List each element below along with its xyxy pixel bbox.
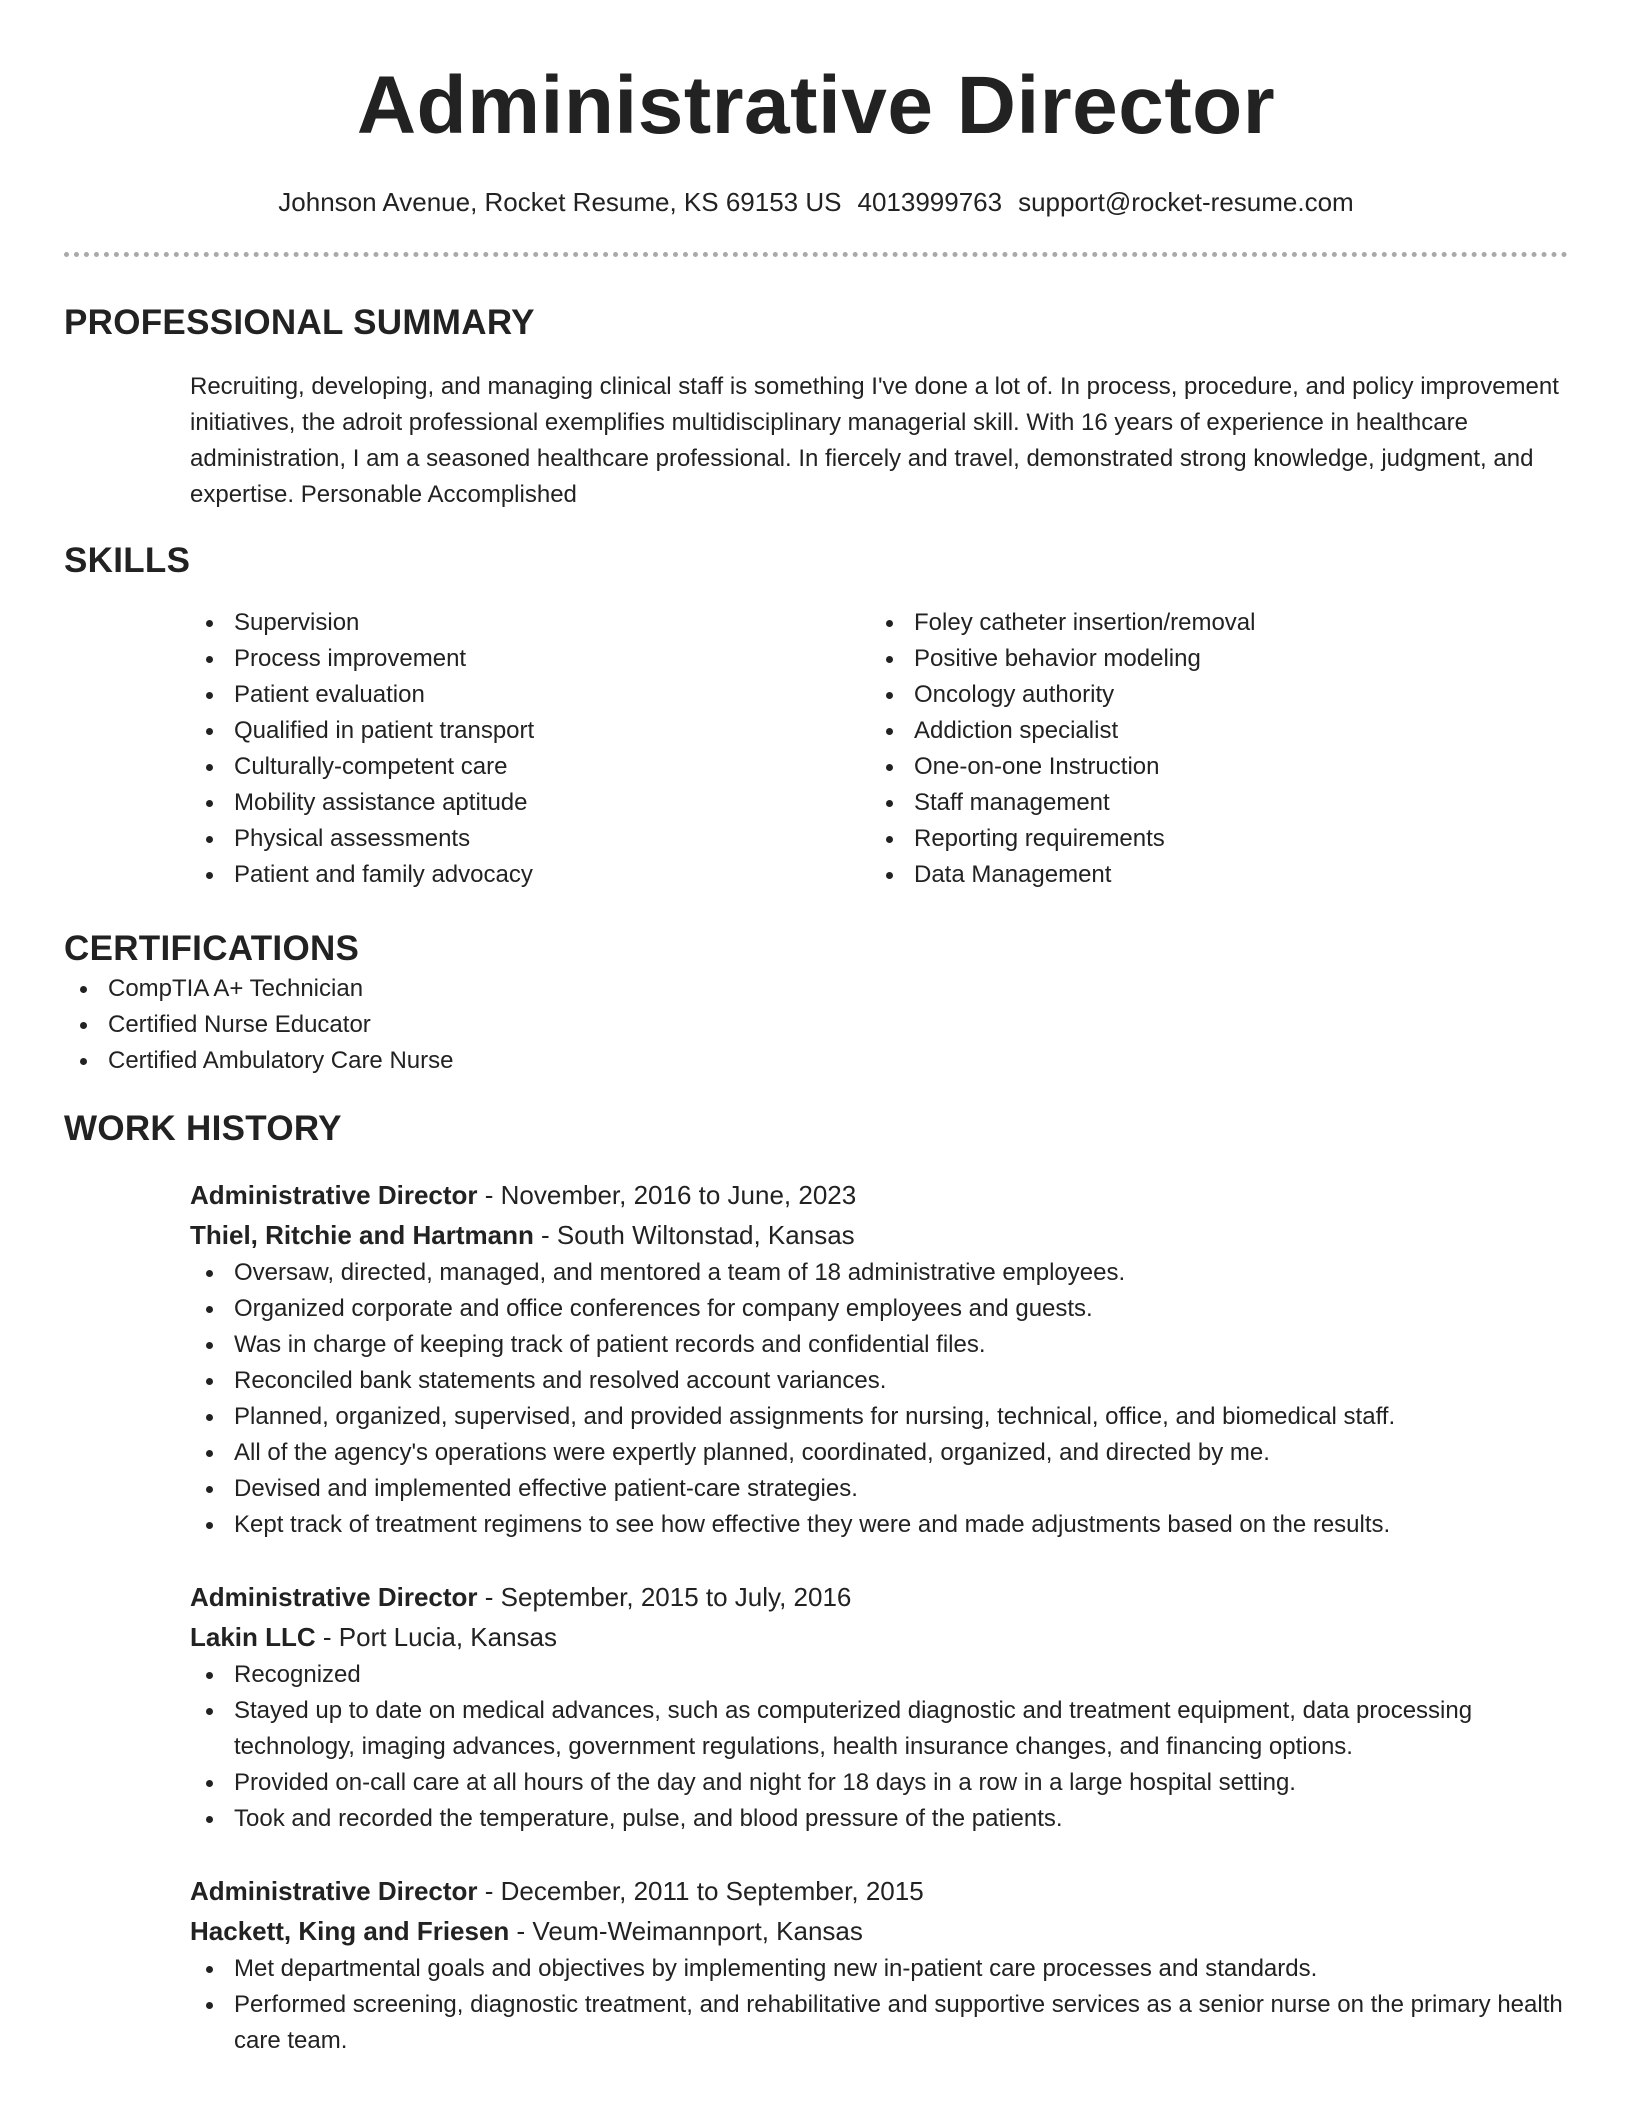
job-company: Thiel, Ritchie and Hartmann [190,1220,534,1250]
contact-line [64,184,1568,220]
contact-address: Johnson Avenue, Rocket Resume, KS 69153 US [278,187,842,217]
job-bullets [190,1657,1568,1837]
job-bullet: Was in charge of keeping track of patient records and confidential files. [190,1327,1568,1363]
skill-item: Physical assessments [190,821,870,857]
skill-item: Data Management [870,857,1550,893]
skills-grid [190,605,1568,893]
job-bullet: Organized corporate and office conferences for company employees and guests. [190,1291,1568,1327]
job-bullets [190,1255,1568,1543]
job-dates: - November, 2016 to June, 2023 [477,1180,857,1210]
job-role: Administrative Director [190,1180,478,1210]
job-bullet: Planned, organized, supervised, and provided assignments for nursing, technical, office, and biomedical staff. [190,1399,1568,1435]
job-bullet: Reconciled bank statements and resolved account variances. [190,1363,1568,1399]
section-title-summary: PROFESSIONAL SUMMARY [64,303,535,342]
skills-list-left [190,605,870,893]
job-bullet: Met departmental goals and objectives by implementing new in-patient care processes and standards. [190,1951,1568,1987]
job-company-line [190,1911,1568,1951]
job-location: - Veum-Weimannport, Kansas [509,1916,863,1946]
job-title-line [190,1577,1568,1617]
job-location: - South Wiltonstad, Kansas [533,1220,855,1250]
job-dates: - September, 2015 to July, 2016 [477,1582,852,1612]
summary-text: Recruiting, developing, and managing clinical staff is something I've done a lot of. In process, procedure, and policy improvement initiatives, the adroit professional exemplifies multidisciplinary managerial skill. With 16 years of experience in healthcare administration, I am a seasoned healthcare professional. In fiercely and travel, demonstrated strong knowledge, judgment, and expertise. Personable Accomplished [190,373,1559,508]
skills-list-right [870,605,1550,893]
job-location: - Port Lucia, Kansas [315,1622,558,1652]
certification-item: CompTIA A+ Technician [64,971,1568,1007]
resume-name: Administrative Director [356,60,1276,151]
skill-item: Qualified in patient transport [190,713,870,749]
job-company-line [190,1215,1568,1255]
job-bullet: Oversaw, directed, managed, and mentored a team of 18 administrative employees. [190,1255,1568,1291]
job-company: Hackett, King and Friesen [190,1916,510,1946]
job-bullet: Performed screening, diagnostic treatment, and rehabilitative and supportive services as a senior nurse on the primary health care team. [190,1987,1568,2059]
section-title-work-history: WORK HISTORY [64,1109,342,1148]
job-bullet: Devised and implemented effective patient-care strategies. [190,1471,1568,1507]
job-bullets [190,1951,1568,2059]
job-bullet: Provided on-call care at all hours of the day and night for 18 days in a row in a large hospital setting. [190,1765,1568,1801]
job-company-line [190,1617,1568,1657]
job-company: Lakin LLC [190,1622,316,1652]
skill-item: Positive behavior modeling [870,641,1550,677]
contact-email: support@rocket-resume.com [1018,187,1354,217]
certifications-list [64,971,1568,1079]
skill-item: Staff management [870,785,1550,821]
section-title-skills: SKILLS [64,541,191,580]
job-bullet: Kept track of treatment regimens to see how effective they were and made adjustments based on the results. [190,1507,1568,1543]
header-divider [64,252,1568,257]
job-role: Administrative Director [190,1876,478,1906]
skill-item: Patient evaluation [190,677,870,713]
certification-item: Certified Nurse Educator [64,1007,1568,1043]
skill-item: One-on-one Instruction [870,749,1550,785]
skill-item: Culturally-competent care [190,749,870,785]
certification-item: Certified Ambulatory Care Nurse [64,1043,1568,1079]
job-entry [190,1577,1568,1837]
job-bullet: All of the agency's operations were expertly planned, coordinated, organized, and directed by me. [190,1435,1568,1471]
skill-item: Oncology authority [870,677,1550,713]
skill-item: Foley catheter insertion/removal [870,605,1550,641]
skill-item: Supervision [190,605,870,641]
job-bullet: Recognized [190,1657,1568,1693]
skill-item: Patient and family advocacy [190,857,870,893]
section-title-certifications: CERTIFICATIONS [64,929,360,968]
job-bullet: Stayed up to date on medical advances, such as computerized diagnostic and treatment equipment, data processing technology, imaging advances, government regulations, health insurance changes, and financing options. [190,1693,1568,1765]
skill-item: Addiction specialist [870,713,1550,749]
job-bullet: Took and recorded the temperature, pulse, and blood pressure of the patients. [190,1801,1568,1837]
contact-phone: 4013999763 [857,187,1003,217]
job-title-line [190,1175,1568,1215]
skill-item: Mobility assistance aptitude [190,785,870,821]
job-role: Administrative Director [190,1582,478,1612]
job-entry [190,1871,1568,2059]
job-entry [190,1175,1568,1543]
skill-item: Process improvement [190,641,870,677]
job-title-line [190,1871,1568,1911]
skill-item: Reporting requirements [870,821,1550,857]
job-dates: - December, 2011 to September, 2015 [477,1876,924,1906]
